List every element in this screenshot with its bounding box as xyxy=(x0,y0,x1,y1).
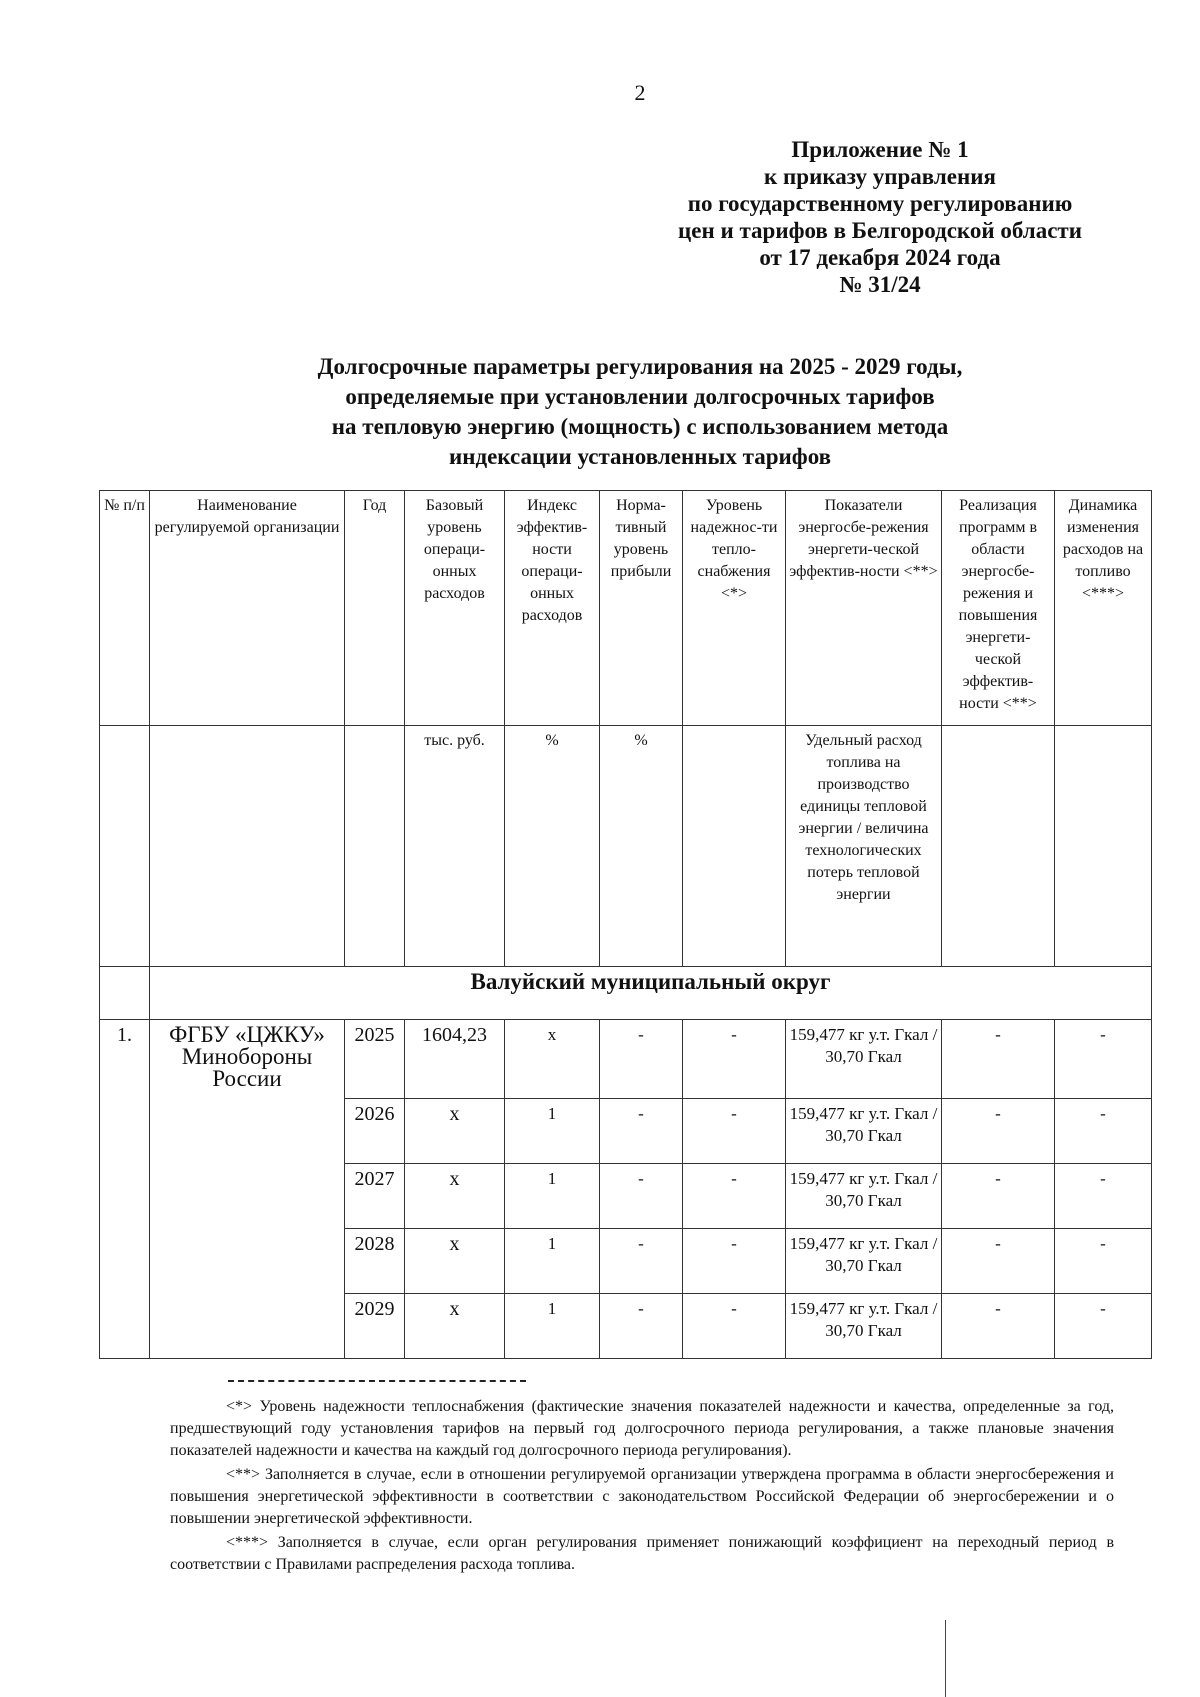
reliability-cell: - xyxy=(683,1294,786,1359)
title-line: Долгосрочные параметры регулирования на 2025 - 2029 годы, xyxy=(317,354,963,379)
index-cell: 1 xyxy=(505,1294,600,1359)
header-fuel: Динамика изменения расходов на топливо <***> xyxy=(1055,491,1152,726)
units-profit: % xyxy=(600,726,683,967)
header-energy: Показатели энергосбе-режения энергети-ческой эффектив-ности <**> xyxy=(786,491,942,726)
reliability-cell: - xyxy=(683,1099,786,1164)
indicator-cell: 159,477 кг у.т. Гкал / 30,70 Гкал xyxy=(786,1020,942,1099)
parameters-table xyxy=(99,490,1152,1359)
header-index: Индекс эффектив-ности операци-онных расходов xyxy=(505,491,600,726)
indicator-cell: 159,477 кг у.т. Гкал / 30,70 Гкал xyxy=(786,1294,942,1359)
year-cell: 2029 xyxy=(345,1294,405,1359)
index-cell: 1 xyxy=(505,1164,600,1229)
units-cell xyxy=(345,726,405,967)
footnote-fuel: <***> Заполняется в случае, если орган регулирования применяет понижающий коэффициент на переходный период в соответствии с Правилами распределения расхода топлива. xyxy=(170,1534,1114,1573)
header-programs: Реализация программ в области энергосбе-режения и повышения энергети-ческой эффектив-ности <**> xyxy=(942,491,1055,726)
appendix-line: к приказу управления xyxy=(764,164,996,189)
index-cell: 1 xyxy=(505,1229,600,1294)
table-row xyxy=(100,1020,1152,1099)
appendix-line: по государственному регулированию xyxy=(687,191,1073,216)
base-cell: x xyxy=(405,1164,505,1229)
base-cell: x xyxy=(405,1099,505,1164)
programs-cell: - xyxy=(942,1099,1055,1164)
document-title xyxy=(160,352,1120,472)
profit-cell: - xyxy=(600,1229,683,1294)
fuel-cell: - xyxy=(1055,1164,1152,1229)
year-cell: 2028 xyxy=(345,1229,405,1294)
programs-cell: - xyxy=(942,1229,1055,1294)
year-cell: 2025 xyxy=(345,1020,405,1099)
footnote-energy-program: <**> Заполняется в случае, если в отношении регулируемой организации утверждена программа в области энергосбережения и повышения энергетической эффективности в соответствии с законодательством Российской Федерации об энергосбережении и о повышении энергетической эффективности. xyxy=(170,1466,1114,1527)
units-cell xyxy=(150,726,345,967)
units-cell xyxy=(100,726,150,967)
base-cell: 1604,23 xyxy=(405,1020,505,1099)
header-num: № п/п xyxy=(100,491,150,726)
reliability-cell: - xyxy=(683,1229,786,1294)
scan-artifact-line xyxy=(945,1620,946,1697)
page-number: 2 xyxy=(634,80,646,105)
district-spacer xyxy=(100,967,150,1020)
row-number: 1. xyxy=(100,1020,150,1359)
header-org: Наименование регулируемой организации xyxy=(150,491,345,726)
units-energy: Удельный расход топлива на производство единицы тепловой энергии / величина технологических потерь тепловой энергии xyxy=(786,726,942,967)
units-cell xyxy=(942,726,1055,967)
title-line: определяемые при установлении долгосрочных тарифов xyxy=(345,384,935,409)
district-name: Валуйский муниципальный округ xyxy=(150,967,1152,1020)
programs-cell: - xyxy=(942,1294,1055,1359)
units-row xyxy=(100,726,1152,967)
profit-cell: - xyxy=(600,1099,683,1164)
header-year: Год xyxy=(345,491,405,726)
fuel-cell: - xyxy=(1055,1294,1152,1359)
index-cell: x xyxy=(505,1020,600,1099)
footnote-reliability: <*> Уровень надежности теплоснабжения (фактические значения показателей надежности и качества, определенные за год, предшествующий году установления тарифов на первый год долгосрочного периода регулирования, а также плановые значения показателей надежности и качества на каждый год долгосрочного периода регулирования). xyxy=(170,1398,1114,1459)
header-reliability: Уровень надежнос-ти тепло-снабжения <*> xyxy=(683,491,786,726)
organization-name: ФГБУ «ЦЖКУ» Минобороны России xyxy=(150,1020,345,1359)
year-cell: 2027 xyxy=(345,1164,405,1229)
footnotes xyxy=(170,1396,1114,1578)
year-cell: 2026 xyxy=(345,1099,405,1164)
index-cell: 1 xyxy=(505,1099,600,1164)
programs-cell: - xyxy=(942,1020,1055,1099)
indicator-cell: 159,477 кг у.т. Гкал / 30,70 Гкал xyxy=(786,1164,942,1229)
appendix-header xyxy=(640,136,1120,298)
units-cell xyxy=(1055,726,1152,967)
footnote-separator xyxy=(228,1380,526,1382)
appendix-line: от 17 декабря 2024 года xyxy=(759,245,1001,270)
header-row xyxy=(100,491,1152,726)
appendix-line: цен и тарифов в Белгородской области xyxy=(678,218,1082,243)
title-line: на тепловую энергию (мощность) с использованием метода xyxy=(331,414,949,439)
units-base: тыс. руб. xyxy=(405,726,505,967)
appendix-line: Приложение № 1 xyxy=(791,137,969,162)
programs-cell: - xyxy=(942,1164,1055,1229)
fuel-cell: - xyxy=(1055,1099,1152,1164)
fuel-cell: - xyxy=(1055,1020,1152,1099)
fuel-cell: - xyxy=(1055,1229,1152,1294)
base-cell: x xyxy=(405,1294,505,1359)
indicator-cell: 159,477 кг у.т. Гкал / 30,70 Гкал xyxy=(786,1229,942,1294)
reliability-cell: - xyxy=(683,1164,786,1229)
reliability-cell: - xyxy=(683,1020,786,1099)
units-cell xyxy=(683,726,786,967)
profit-cell: - xyxy=(600,1294,683,1359)
profit-cell: - xyxy=(600,1020,683,1099)
header-profit: Норма-тивный уровень прибыли xyxy=(600,491,683,726)
units-index: % xyxy=(505,726,600,967)
appendix-line: № 31/24 xyxy=(839,272,921,297)
profit-cell: - xyxy=(600,1164,683,1229)
indicator-cell: 159,477 кг у.т. Гкал / 30,70 Гкал xyxy=(786,1099,942,1164)
district-row xyxy=(100,967,1152,1020)
base-cell: x xyxy=(405,1229,505,1294)
title-line: индексации установленных тарифов xyxy=(448,444,832,469)
header-base: Базовый уровень операци-онных расходов xyxy=(405,491,505,726)
